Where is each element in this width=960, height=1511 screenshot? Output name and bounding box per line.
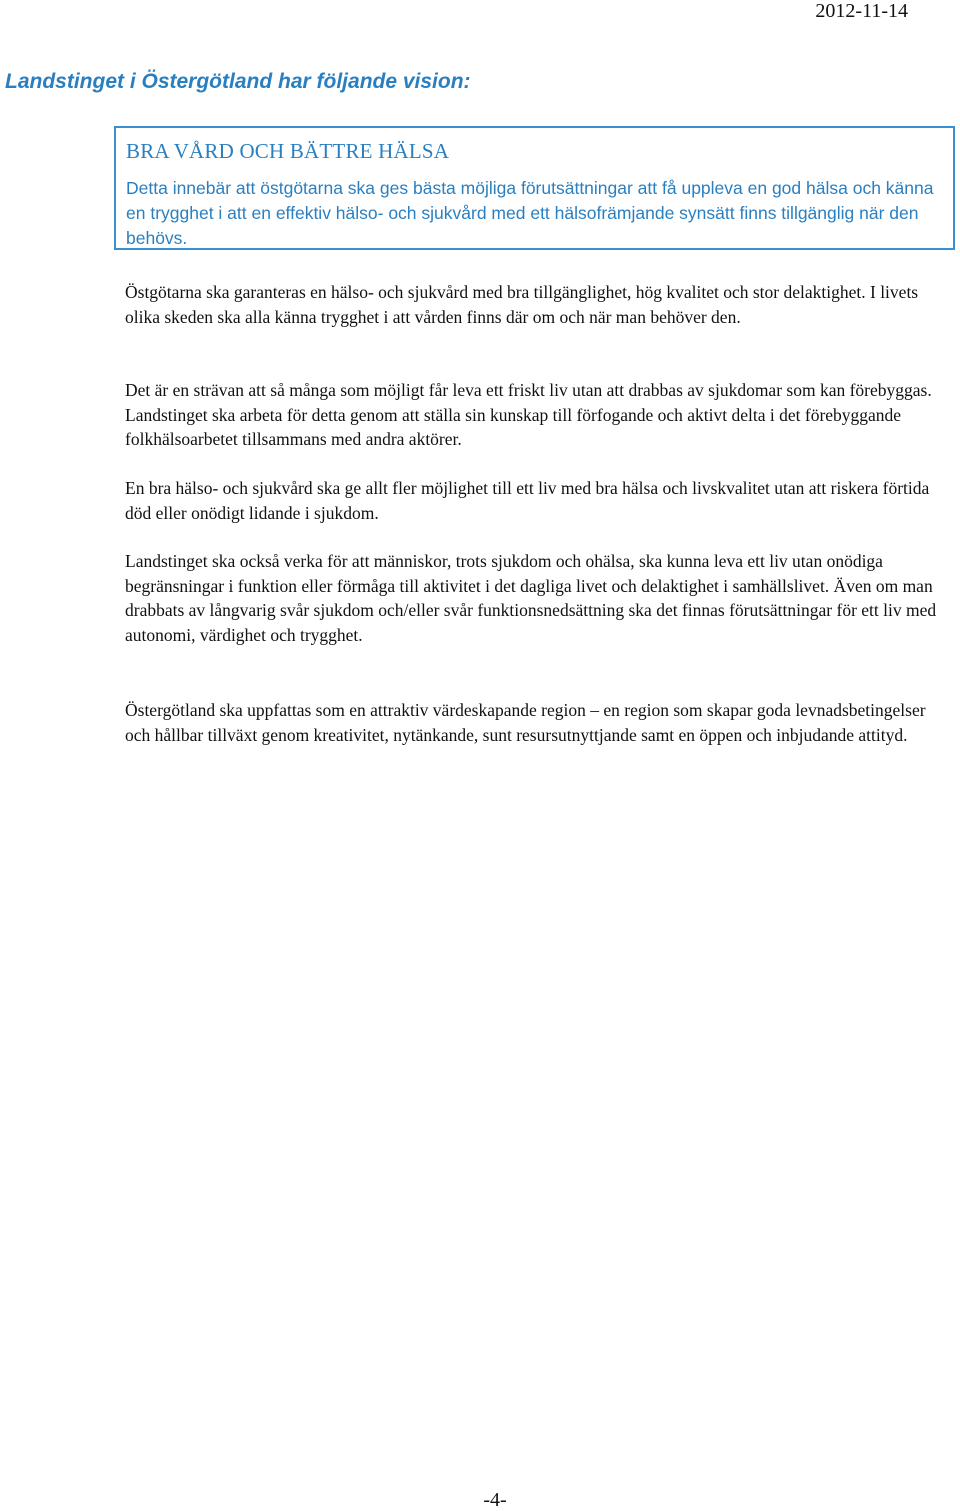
page-number: -4- bbox=[483, 1489, 507, 1511]
vision-heading: Landstinget i Östergötland har följande vision: bbox=[5, 70, 471, 93]
body-paragraph-prevention: Det är en strävan att så många som möjligt får leva ett friskt liv utan att drabbas av sjukdomar som kan förebyggas. Landstinget ska arbeta för detta genom att ställa sin kunskap till förfogande och aktivt delta i det förebyggande folkhälsoarbetet tillsammans med andra aktörer. bbox=[125, 380, 932, 449]
body-paragraph-quality-of-life: En bra hälso- och sjukvård ska ge allt fler möjlighet till ett liv med bra hälsa och livskvalitet utan att riskera förtida död eller onödigt lidande i sjukdom. bbox=[125, 478, 930, 523]
document-date: 2012-11-14 bbox=[815, 0, 908, 22]
body-paragraph-accessibility: Östgötarna ska garanteras en hälso- och sjukvård med bra tillgänglighet, hög kvalitet och stor delaktighet. I livets olika skeden ska alla känna trygghet i att vården finns där om och när man behöver den. bbox=[125, 282, 919, 327]
vision-box-text: Detta innebär att östgötarna ska ges bästa möjliga förutsättningar att få uppleva en god hälsa och känna en trygghet i att en effektiv hälso- och sjukvård med ett hälsofrämjande synsätt finns tillgänglig när den behövs. bbox=[126, 178, 934, 248]
vision-box-title: BRA VÅRD OCH BÄTTRE HÄLSA bbox=[126, 139, 450, 163]
body-paragraph-region: Östergötland ska uppfattas som en attraktiv värdeskapande region – en region som skapar goda levnadsbetingelser och hållbar tillväxt genom kreativitet, nytänkande, sunt resursutnyttjande samt en öppen och inbjudande attityd. bbox=[125, 700, 926, 745]
body-paragraph-participation: Landstinget ska också verka för att människor, trots sjukdom och ohälsa, ska kunna leva ett liv utan onödiga begränsningar i funktion eller förmåga till aktivitet i det dagliga livet och delaktighet i samhällslivet. Även om man drabbats av långvarig svår sjukdom och/eller svår funktionsnedsättning ska det finnas förutsättningar för ett liv med autonomi, värdighet och trygghet. bbox=[125, 551, 937, 645]
vision-box bbox=[114, 126, 955, 250]
